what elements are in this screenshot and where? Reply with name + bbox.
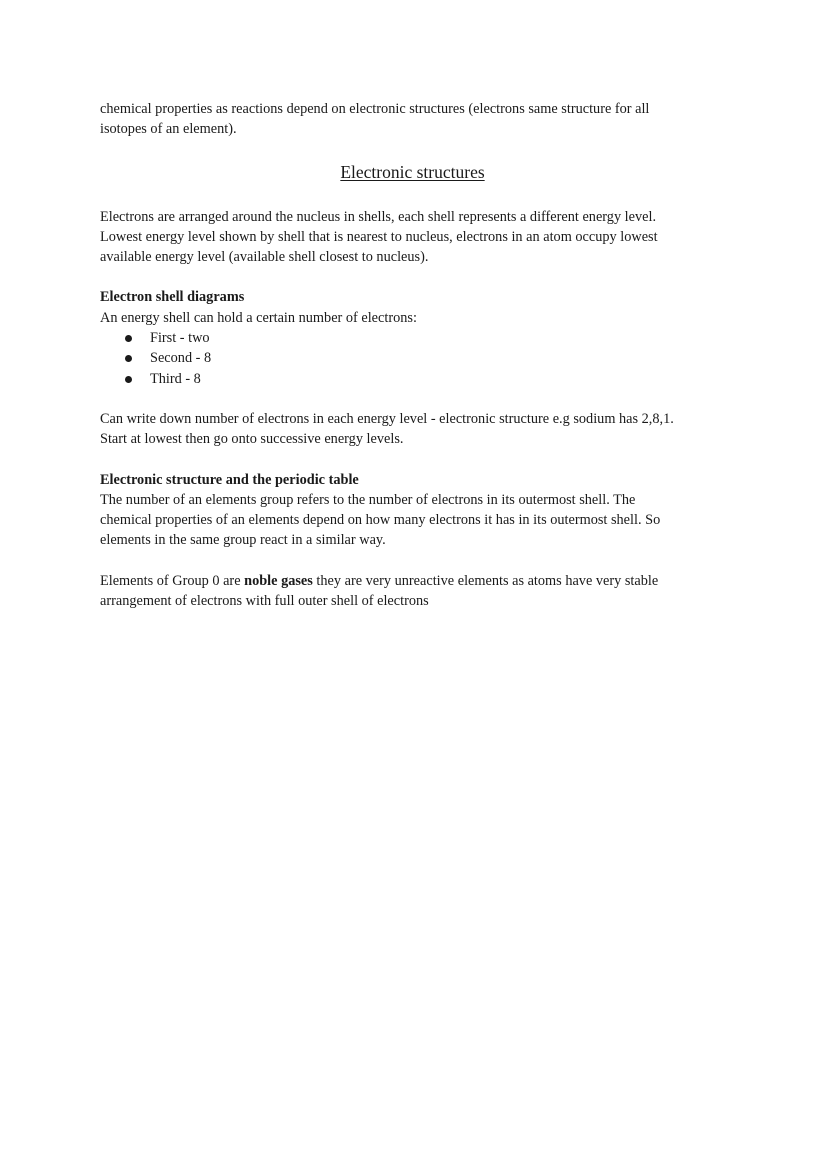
periodic-paragraph: [100, 490, 725, 551]
document-page: [100, 99, 725, 611]
shell-diagrams-title: Electron shell diagrams: [100, 289, 245, 306]
shells-line-3: available energy level (available shell closest to nucleus).: [100, 249, 429, 266]
periodic-line-2: chemical properties of an elements depend on how many electrons it has in its outermost shell. So: [100, 512, 661, 529]
list-item: First - two: [125, 328, 725, 348]
shell-capacity-list: [100, 328, 725, 389]
intro-paragraph: [100, 99, 725, 140]
bullet-icon: [125, 376, 132, 383]
noble-prefix: Elements of Group 0 are: [100, 572, 245, 589]
intro-line-2: isotopes of an element).: [100, 121, 237, 138]
periodic-line-3: elements in the same group react in a similar way.: [100, 532, 386, 549]
noble-line-2: arrangement of electrons with full outer shell of electrons: [100, 593, 429, 610]
list-item: Second - 8: [125, 348, 725, 368]
structure-paragraph: [100, 409, 725, 450]
periodic-title: Electronic structure and the periodic table: [100, 471, 359, 488]
shells-line-1: Electrons are arranged around the nucleus in shells, each shell represents a different energy level.: [100, 208, 657, 225]
periodic-line-1: The number of an elements group refers to the number of electrons in its outermost shell. The: [100, 491, 636, 508]
section-heading: Electronic structures: [340, 161, 485, 182]
structure-line-1: Can write down number of electrons in each energy level - electronic structure e.g sodium has 2,8,1.: [100, 410, 674, 427]
shells-paragraph: [100, 207, 725, 268]
shells-line-2: Lowest energy level shown by shell that is nearest to nucleus, electrons in an atom occupy lowest: [100, 228, 658, 245]
bullet-icon: [125, 335, 132, 342]
list-item: Third - 8: [125, 369, 725, 389]
bullet-icon: [125, 355, 132, 362]
noble-suffix: they are very unreactive elements as atoms have very stable: [312, 572, 659, 589]
structure-line-2: Start at lowest then go onto successive energy levels.: [100, 431, 404, 448]
noble-paragraph: [100, 571, 725, 612]
shell-diagrams-text: An energy shell can hold a certain number of electrons:: [100, 309, 417, 326]
noble-gases-term: noble gases: [244, 572, 313, 589]
intro-line-1: chemical properties as reactions depend on electronic structures (electrons same structure for all: [100, 101, 650, 117]
